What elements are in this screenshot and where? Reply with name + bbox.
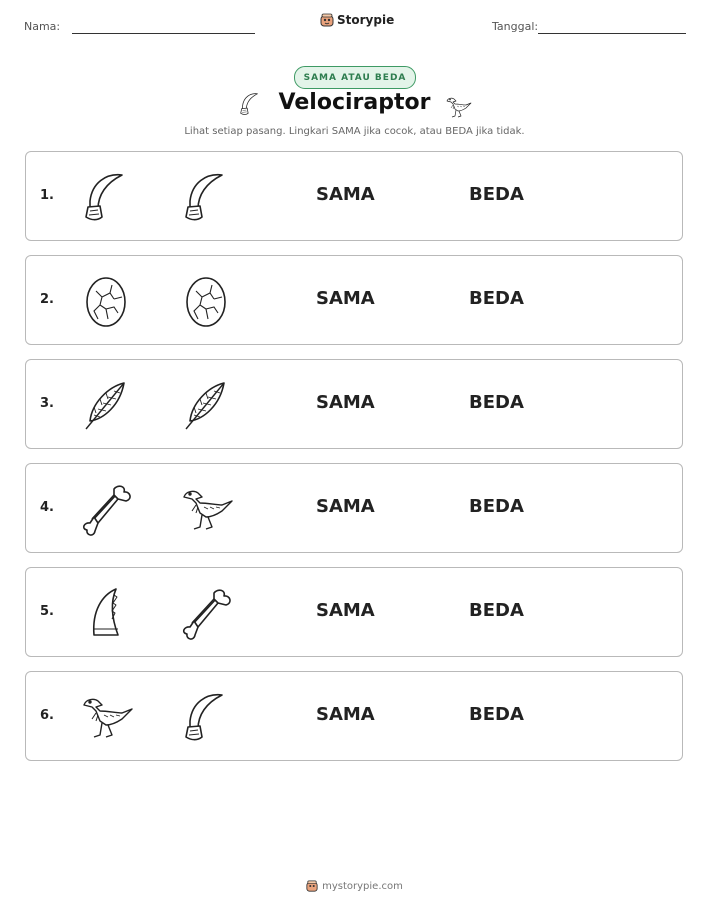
brand-name: Storypie [337,13,395,27]
row-number: 4. [40,500,54,515]
footer [0,880,709,892]
feather-icon [78,377,134,433]
pair-row [25,151,683,241]
row-number: 2. [40,292,54,307]
claw-icon [178,689,234,745]
row-number: 6. [40,708,54,723]
velociraptor-icon [178,481,234,537]
different-option[interactable]: BEDA [469,496,524,517]
different-option[interactable]: BEDA [469,600,524,621]
egg-icon [78,273,134,329]
tooth-icon [78,585,134,641]
pair-row [25,255,683,345]
egg-icon [178,273,234,329]
different-option[interactable]: BEDA [469,184,524,205]
storypie-logo-icon [306,880,318,892]
date-label: Tanggal: [492,20,539,33]
bone-icon [78,481,134,537]
claw-icon [178,169,234,225]
brand [320,13,394,27]
storypie-logo-icon [320,13,334,27]
row-number: 5. [40,604,54,619]
pair-row [25,463,683,553]
pair-row [25,671,683,761]
velociraptor-icon [78,689,134,745]
different-option[interactable]: BEDA [469,288,524,309]
different-option[interactable]: BEDA [469,392,524,413]
pair-row [25,359,683,449]
same-option[interactable]: SAMA [316,392,375,413]
velociraptor-icon [441,93,475,125]
bone-icon [178,585,234,641]
same-option[interactable]: SAMA [316,288,375,309]
same-option[interactable]: SAMA [316,496,375,517]
same-option[interactable]: SAMA [316,184,375,205]
row-number: 1. [40,188,54,203]
feather-icon [178,377,234,433]
date-line[interactable] [538,33,686,34]
different-option[interactable]: BEDA [469,704,524,725]
footer-url[interactable]: mystorypie.com [322,880,403,892]
page-title: Velociraptor [278,90,431,115]
claw-icon [78,169,134,225]
same-option[interactable]: SAMA [316,704,375,725]
name-label: Nama: [24,20,61,33]
pair-row [25,567,683,657]
instructions: Lihat setiap pasang. Lingkari SAMA jika cocok, atau BEDA jika tidak. [184,126,525,137]
activity-badge: SAMA ATAU BEDA [294,66,416,89]
same-option[interactable]: SAMA [316,600,375,621]
row-number: 3. [40,396,54,411]
name-line[interactable] [72,33,255,34]
